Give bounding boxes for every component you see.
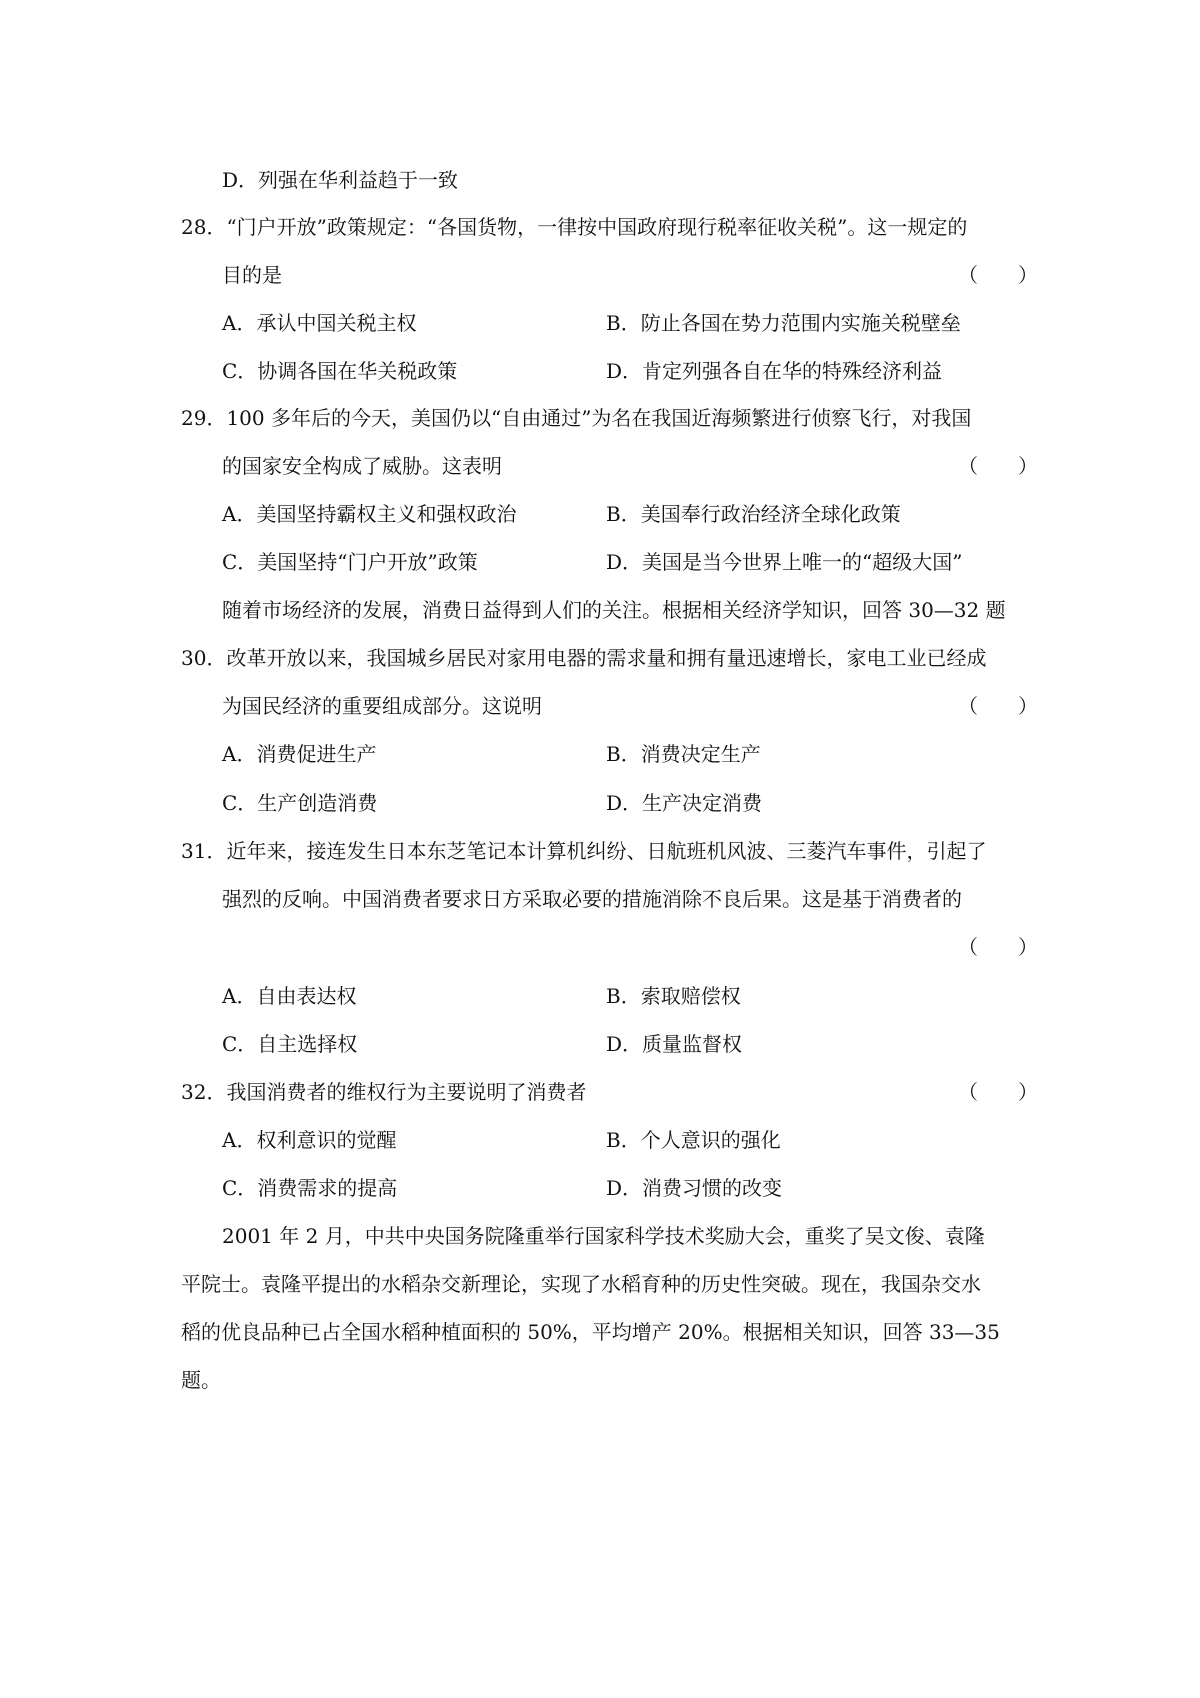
- q29-stem-line2: 的国家安全构成了威胁。这表明: [222, 454, 502, 478]
- q31-option-b: B．索取赔偿权: [606, 984, 741, 1008]
- passage-line4: 题。: [181, 1368, 221, 1392]
- q28-stem-line2: 目的是: [222, 263, 282, 287]
- q31-option-a: A．自由表达权: [222, 984, 357, 1008]
- q28-option-b: B．防止各国在势力范围内实施关税壁垒: [606, 311, 961, 335]
- q31-stem-line1: 31．近年来，接连发生日本东芝笔记本计算机纠纷、日航班机风波、三菱汽车事件，引起了: [181, 839, 987, 863]
- q32-option-a: A．权利意识的觉醒: [222, 1128, 397, 1152]
- q30-stem-line2: 为国民经济的重要组成部分。这说明: [222, 694, 542, 718]
- q28-answer-blank: （ ）: [958, 263, 1038, 287]
- q30-option-c: C．生产创造消费: [222, 791, 378, 815]
- q31-option-d: D．质量监督权: [606, 1032, 743, 1056]
- q32-stem-line1: 32．我国消费者的维权行为主要说明了消费者: [181, 1080, 587, 1104]
- q30-option-a: A．消费促进生产: [222, 742, 377, 766]
- q29-stem-line1: 29．100 多年后的今天，美国仍以“自由通过”为名在我国近海频繁进行侦察飞行，对我国: [181, 406, 972, 430]
- q31-answer-blank: （ ）: [958, 935, 1038, 959]
- q29-option-d: D．美国是当今世界上唯一的“超级大国”: [606, 550, 963, 574]
- intro-30-32: 随着市场经济的发展，消费日益得到人们的关注。根据相关经济学知识，回答 30—32 题: [222, 598, 1006, 622]
- q28-stem-line1: 28．“门户开放”政策规定：“各国货物，一律按中国政府现行税率征收关税”。这一规定的: [181, 215, 968, 239]
- q30-option-d: D．生产决定消费: [606, 791, 763, 815]
- q28-option-a: A．承认中国关税主权: [222, 311, 417, 335]
- passage-line2: 平院士。袁隆平提出的水稻杂交新理论，实现了水稻育种的历史性突破。现在，我国杂交水: [181, 1272, 981, 1296]
- q29-answer-blank: （ ）: [958, 454, 1038, 478]
- q31-stem-line2: 强烈的反响。中国消费者要求日方采取必要的措施消除不良后果。这是基于消费者的: [222, 887, 962, 911]
- q28-option-c: C．协调各国在华关税政策: [222, 359, 458, 383]
- q32-option-c: C．消费需求的提高: [222, 1176, 398, 1200]
- q29-option-b: B．美国奉行政治经济全球化政策: [606, 502, 901, 526]
- q30-option-b: B．消费决定生产: [606, 742, 761, 766]
- passage-line1: 2001 年 2 月，中共中央国务院隆重举行国家科学技术奖励大会，重奖了吴文俊、袁隆: [222, 1224, 985, 1248]
- passage-line3: 稻的优良品种已占全国水稻种植面积的 50%，平均增产 20%。根据相关知识，回答 33—35: [181, 1320, 1000, 1344]
- q28-option-d: D．肯定列强各自在华的特殊经济利益: [606, 359, 943, 383]
- q29-option-a: A．美国坚持霸权主义和强权政治: [222, 502, 517, 526]
- q29-option-c: C．美国坚持“门户开放”政策: [222, 550, 478, 574]
- q32-option-d: D．消费习惯的改变: [606, 1176, 783, 1200]
- q31-option-c: C．自主选择权: [222, 1032, 358, 1056]
- q32-option-b: B．个人意识的强化: [606, 1128, 781, 1152]
- q32-answer-blank: （ ）: [958, 1080, 1038, 1104]
- q30-answer-blank: （ ）: [958, 694, 1038, 718]
- q30-stem-line1: 30．改革开放以来，我国城乡居民对家用电器的需求量和拥有量迅速增长，家电工业已经成: [181, 646, 987, 670]
- q27-option-d: D．列强在华利益趋于一致: [222, 168, 459, 192]
